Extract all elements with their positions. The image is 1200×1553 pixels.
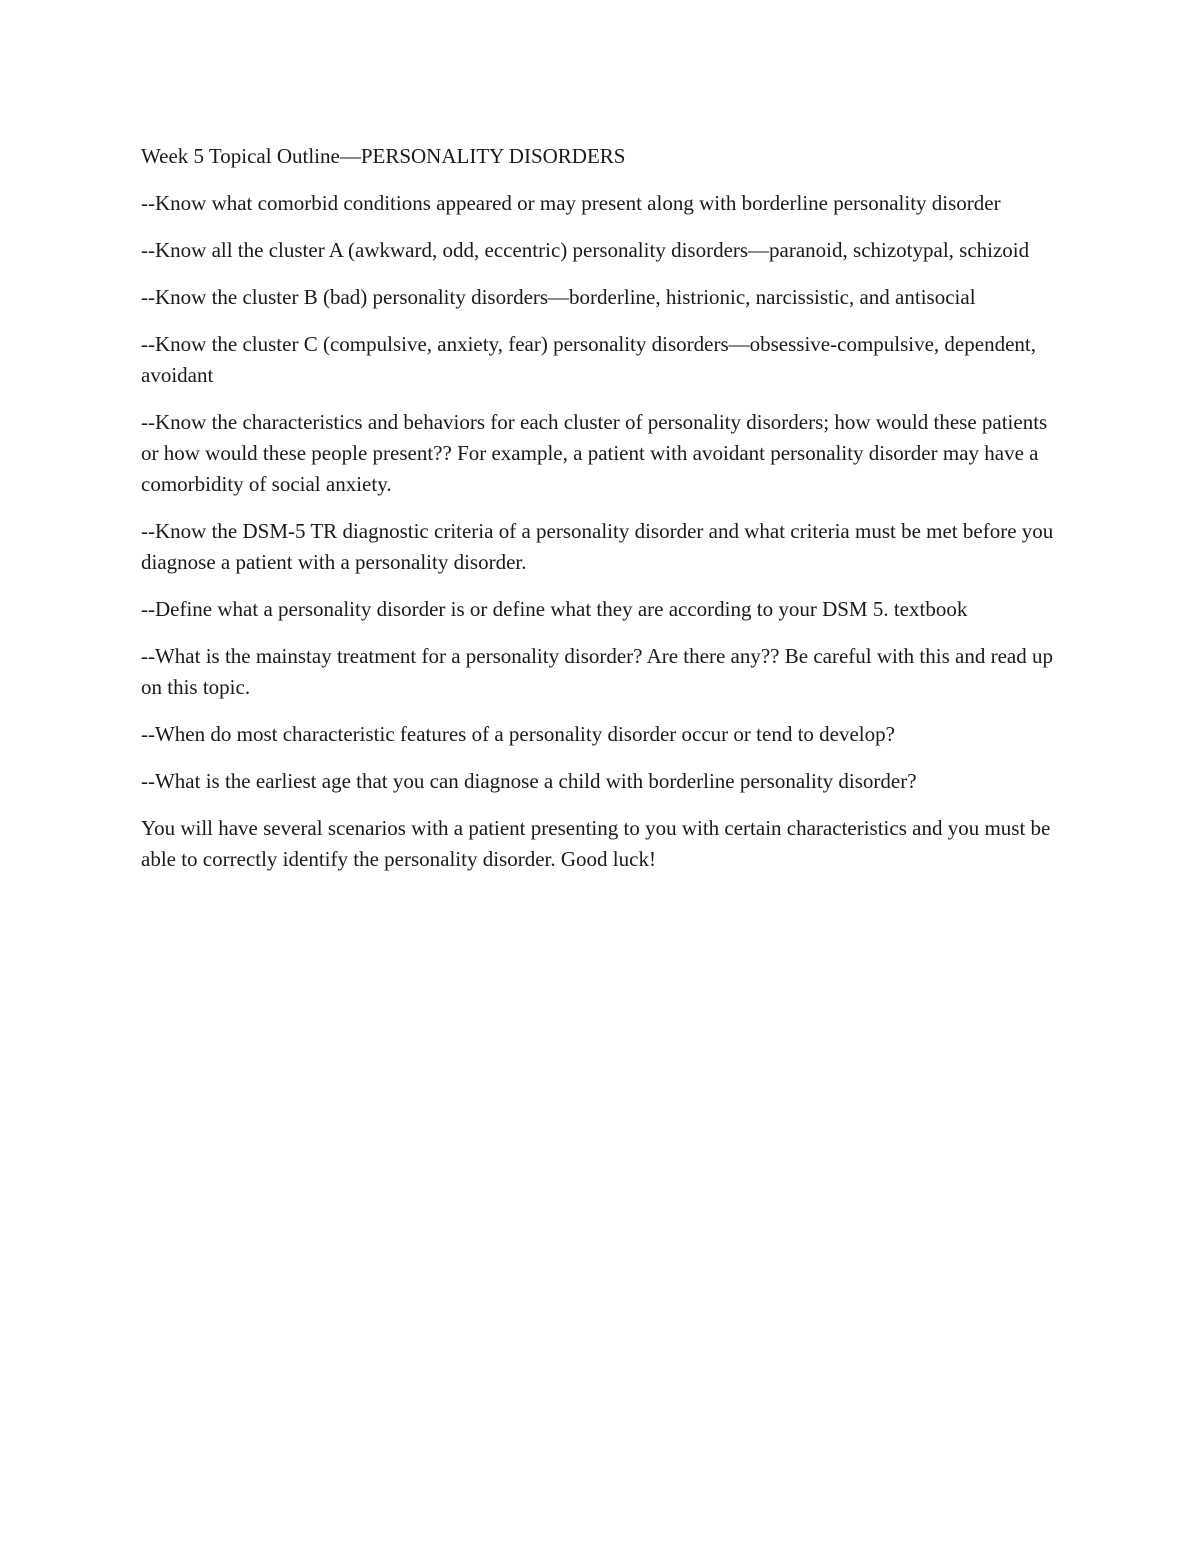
document-body	[141, 141, 1066, 891]
outline-item-onset: --When do most characteristic features of a personality disorder occur or tend to develop?	[141, 722, 895, 746]
outline-item-cluster-c: --Know the cluster C (compulsive, anxiety, fear) personality disorders—obsessive-compulsive, dependent, avoidant	[141, 332, 1036, 387]
outline-item-characteristics: --Know the characteristics and behaviors for each cluster of personality disorders; how would these patients or how would these people present?? For example, a patient with avoidant personality disorder may have a comorbidity of social anxiety.	[141, 410, 1048, 496]
outline-item-cluster-a: --Know all the cluster A (awkward, odd, eccentric) personality disorders—paranoid, schizotypal, schizoid	[141, 238, 1030, 262]
outline-item-comorbid: --Know what comorbid conditions appeared or may present along with borderline personality disorder	[141, 191, 1001, 215]
closing-paragraph: You will have several scenarios with a patient presenting to you with certain characteristics and you must be able to correctly identify the personality disorder. Good luck!	[141, 816, 1051, 871]
outline-item-dsm-criteria: --Know the DSM-5 TR diagnostic criteria of a personality disorder and what criteria must be met before you diagnose a patient with a personality disorder.	[141, 519, 1054, 574]
outline-item-definition: --Define what a personality disorder is or define what they are according to your DSM 5. textbook	[141, 597, 968, 621]
outline-item-treatment: --What is the mainstay treatment for a personality disorder? Are there any?? Be careful with this and read up on this topic.	[141, 644, 1053, 699]
outline-item-cluster-b: --Know the cluster B (bad) personality disorders—borderline, histrionic, narcissistic, and antisocial	[141, 285, 976, 309]
document-title: Week 5 Topical Outline—PERSONALITY DISORDERS	[141, 144, 626, 168]
outline-item-earliest-age: --What is the earliest age that you can diagnose a child with borderline personality disorder?	[141, 769, 917, 793]
